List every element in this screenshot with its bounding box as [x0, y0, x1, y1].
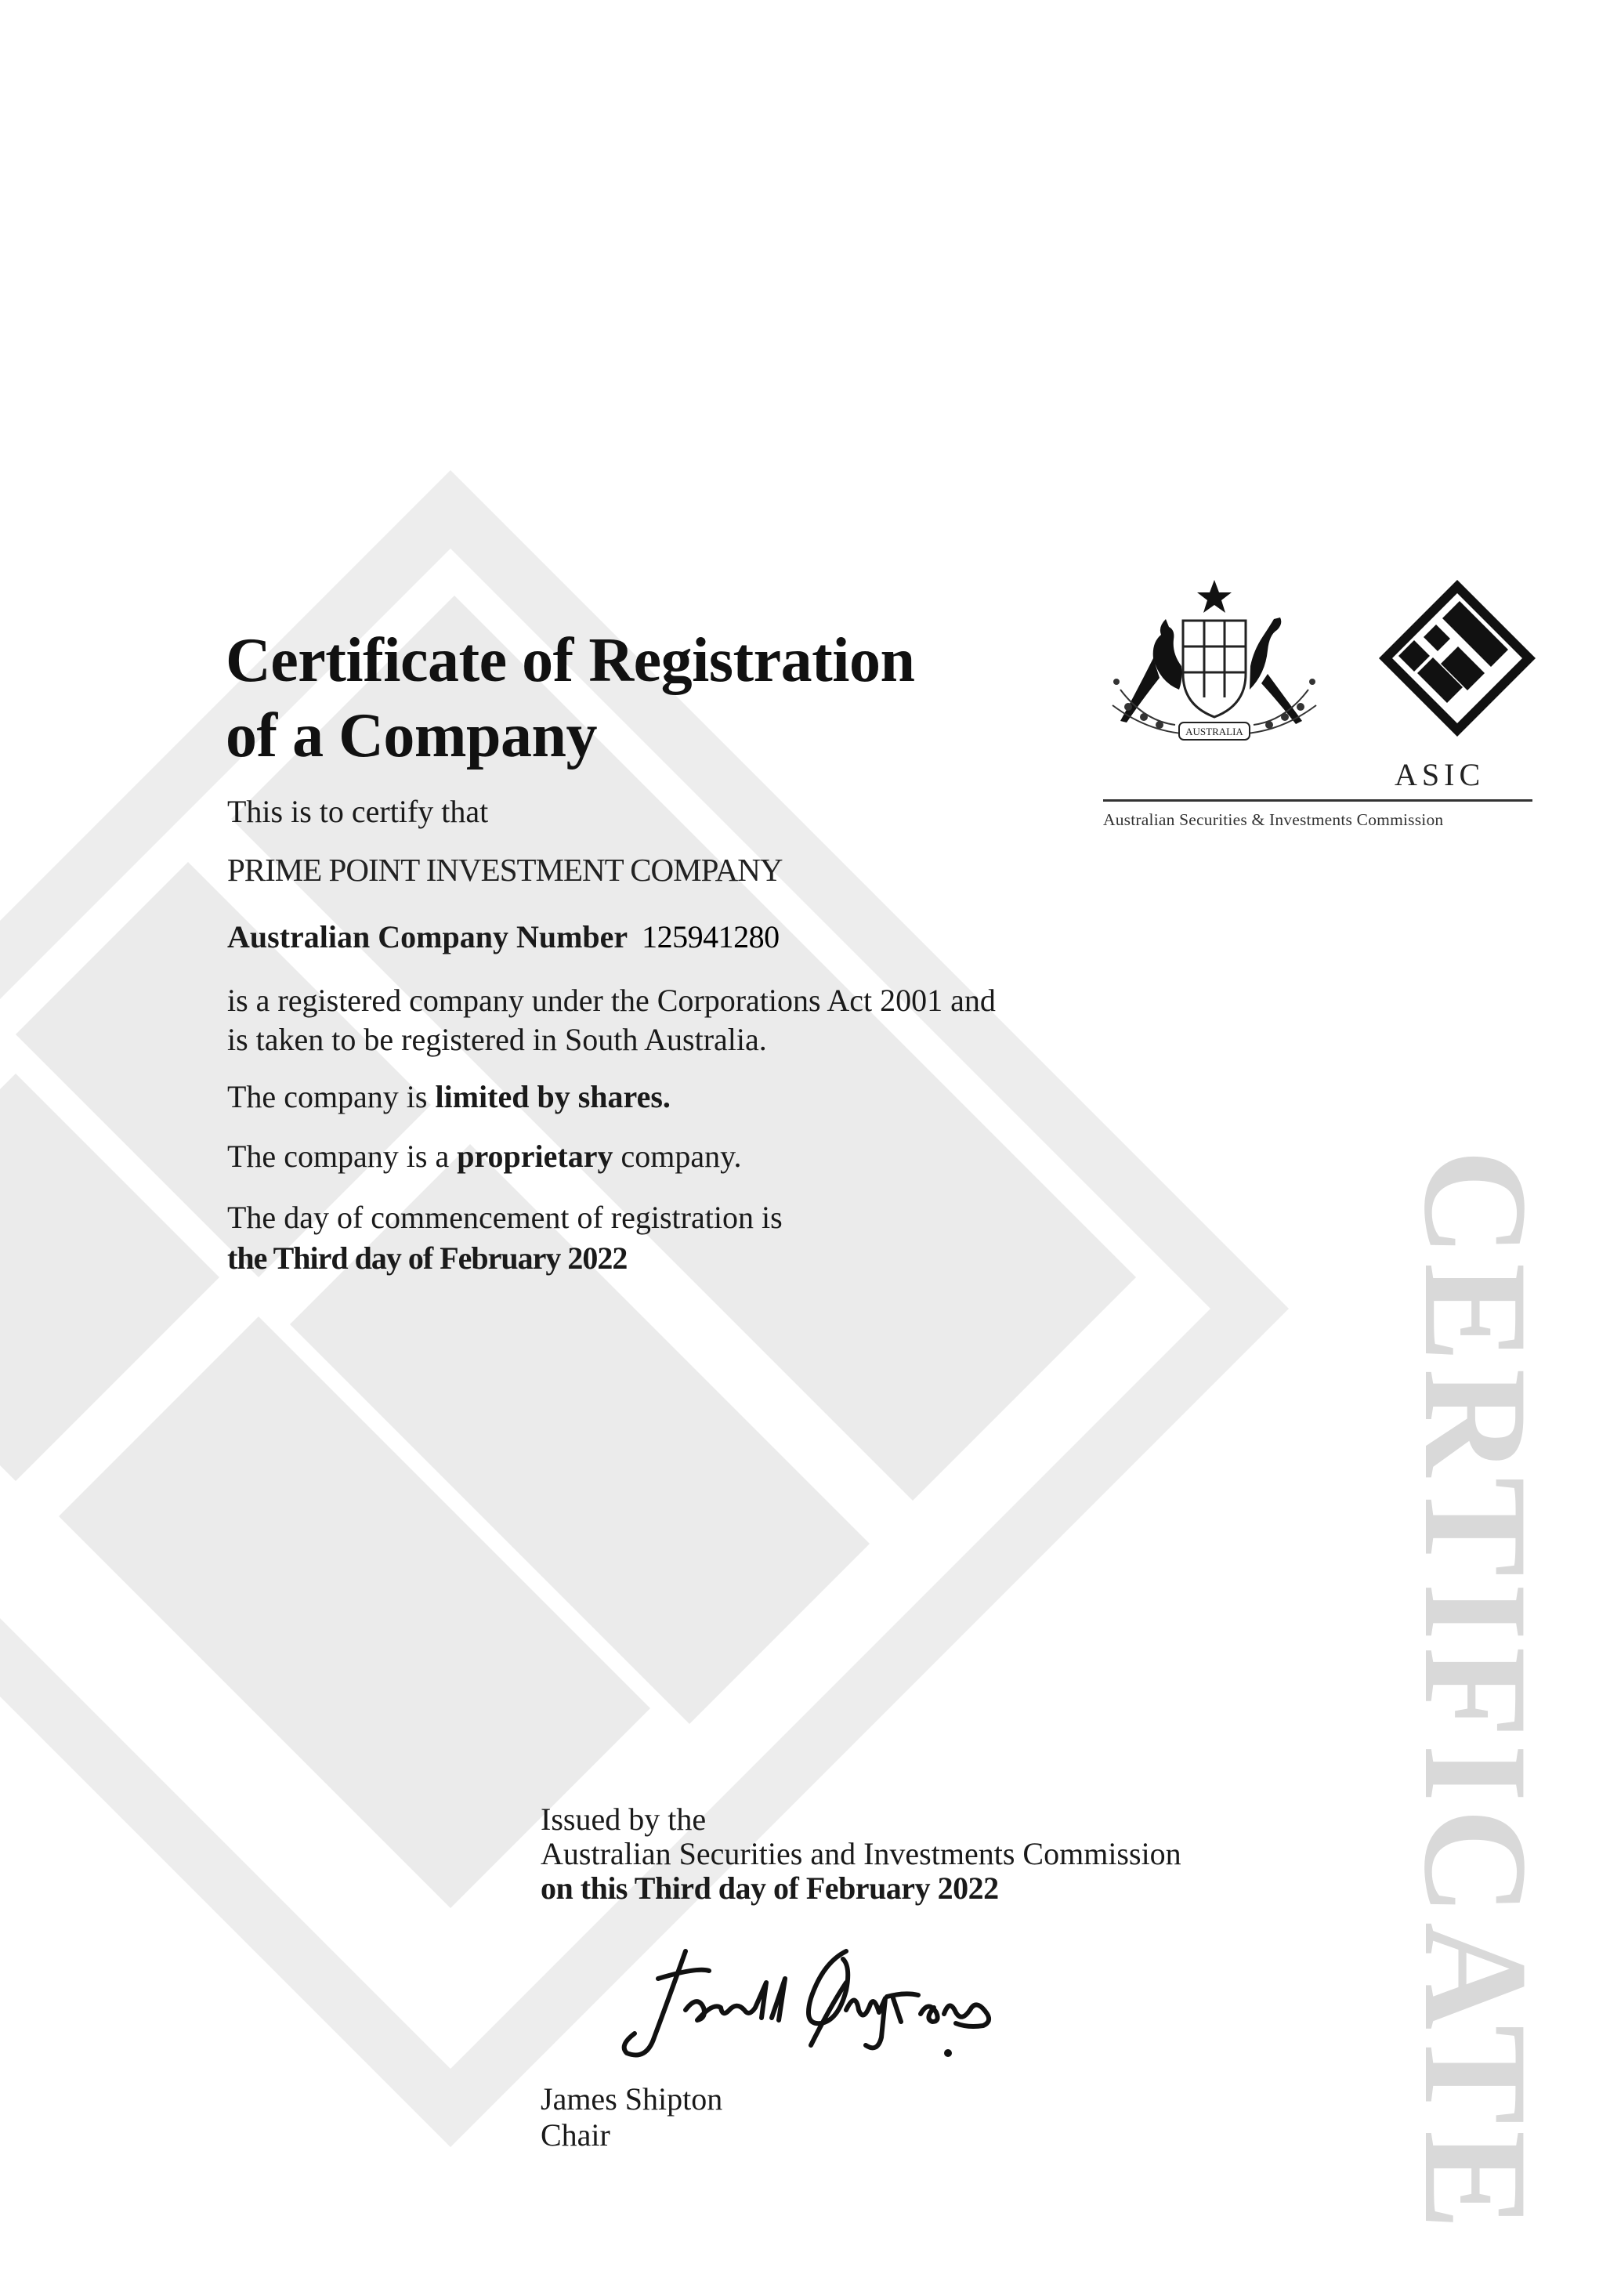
asic-divider: [1103, 799, 1532, 802]
proprietary-statement: [227, 1138, 742, 1175]
crest-scroll-text: AUSTRALIA: [1185, 726, 1243, 737]
acn-value: 125941280: [642, 919, 780, 954]
proprietary-prefix: The company is a: [227, 1139, 458, 1174]
issued-by: Issued by the: [541, 1802, 707, 1837]
limited-bold: limited by shares.: [435, 1079, 671, 1114]
signature: [611, 1936, 1018, 2069]
title-line-2: of a Company: [226, 701, 598, 770]
signatory-block: [541, 2081, 722, 2153]
issued-date: on this Third day of February 2022: [541, 1870, 999, 1906]
page-title: [226, 623, 914, 773]
proprietary-bold: proprietary: [457, 1139, 613, 1174]
registration-line-1: is a registered company under the Corporations Act 2001 and: [227, 983, 996, 1018]
asic-diamond-logo-icon: [1375, 576, 1539, 741]
commencement-statement: [227, 1197, 783, 1279]
commencement-text: The day of commencement of registration is: [227, 1200, 783, 1235]
signatory-title: Chair: [541, 2117, 610, 2153]
title-line-1: Certificate of Registration: [226, 626, 915, 695]
proprietary-suffix: company.: [613, 1139, 742, 1174]
registration-line-2: is taken to be registered in South Australia.: [227, 1022, 767, 1057]
issuer-block: [541, 1802, 1181, 1906]
coat-of-arms-icon: [1097, 572, 1332, 760]
vertical-certificate-watermark: CERTIFICATE: [1393, 1149, 1558, 2236]
issuer-commission: Australian Securities and Investments Commission: [541, 1836, 1181, 1871]
commencement-date: the Third day of February 2022: [227, 1240, 628, 1276]
signatory-name: James Shipton: [541, 2081, 723, 2117]
asic-wordmark: ASIC: [1395, 757, 1485, 792]
company-name: PRIME POINT INVESTMENT COMPANY: [227, 852, 783, 888]
registration-statement: [227, 981, 996, 1059]
certify-text: This is to certify that: [227, 794, 489, 829]
limited-statement: [227, 1078, 671, 1115]
acn-row: [227, 918, 780, 955]
limited-prefix: The company is: [227, 1079, 436, 1114]
acn-label: Australian Company Number: [227, 919, 628, 954]
asic-full-name: Australian Securities & Investments Commission: [1103, 810, 1444, 829]
